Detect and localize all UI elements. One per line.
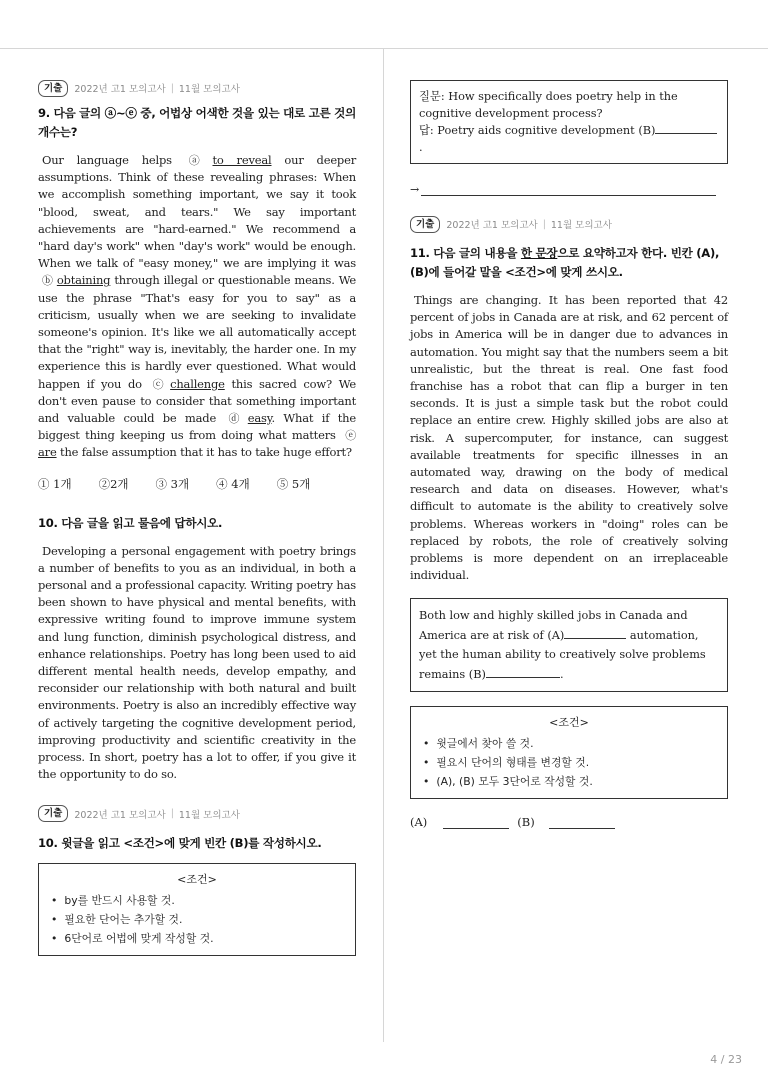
- qa-answer-text: 답: Poetry aids cognitive development (B): [419, 124, 656, 137]
- page-number: 4 / 23: [710, 1053, 742, 1066]
- answer-underline: [421, 189, 716, 196]
- q9-year: 2022년 고1 모의고사: [74, 84, 166, 95]
- marker-a: ⓐ: [188, 154, 200, 167]
- q11-title-post: 으로 요약하고자 한다. 빈칸 (A), (B)에 들어갈 말을 <조건>에 맞게 쓰시오.: [410, 246, 720, 279]
- qa-answer-period: .: [419, 141, 423, 154]
- q10b-qa-box: [410, 80, 728, 164]
- choice-1[interactable]: ① 1개: [38, 476, 72, 491]
- underlined-d: easy: [247, 411, 272, 426]
- q10b-conditions-title: <조건>: [177, 872, 217, 886]
- q10b-source-line: [38, 804, 356, 824]
- marker-b: ⓑ: [42, 274, 53, 288]
- q11-badge: 기출: [410, 216, 440, 233]
- blank-a[interactable]: [564, 638, 626, 639]
- choice-4[interactable]: ④ 4개: [216, 476, 250, 491]
- q11-source-line: [410, 214, 728, 234]
- q11-conditions-title: <조건>: [549, 716, 589, 730]
- arrow-icon: →: [410, 183, 420, 196]
- q10b-month: 11월 모의고사: [178, 809, 240, 821]
- q11-title: [410, 244, 728, 282]
- left-column: [38, 78, 356, 956]
- q10b-condition: • by를 반드시 사용할 것.: [47, 891, 347, 910]
- column-divider: [383, 48, 384, 1042]
- answer-a-field[interactable]: [443, 818, 509, 829]
- choice-2[interactable]: ②2개: [98, 476, 129, 491]
- marker-e: ⓔ: [345, 429, 356, 443]
- q9-source-line: [38, 78, 356, 98]
- q9-separator: |: [170, 82, 174, 94]
- q10b-year: 2022년 고1 모의고사: [74, 809, 166, 821]
- marker-d: ⓓ: [228, 412, 240, 426]
- q10b-condition: • 6단어로 어법에 맞게 작성할 것.: [47, 929, 347, 948]
- q10b-answer-line[interactable]: [410, 182, 716, 196]
- q10a-passage: Developing a personal engagement with poetry brings a number of benefits to you as an individual, in both a personal and a professional capacity. Writing poetry has been shown to have physical and mental benefits, with expressive writing found to improve immune system and lung function, diminish psychological distress, and enhance relationships. Poetry has long been used to aid different mental health needs, develop empathy, and reconsider our relationship with both natural and built environments. Poetry is also an incredibly effective way of actively targeting the cognitive development period, improving productivity and scientific creativity in the process. In short, poetry has a lot to offer, if you give it the opportunity to do so.: [38, 543, 356, 782]
- underlined-a: to reveal: [212, 153, 272, 167]
- q9-text-4: this sacred cow? We don't even pause to consider that something important and valuable could be made: [38, 376, 356, 426]
- q10b-condition: • 필요한 단어는 추가할 것.: [47, 910, 347, 929]
- q11-title-underlined: 한 문장: [520, 246, 558, 260]
- q10b-qa-answer: [419, 122, 719, 156]
- choice-3[interactable]: ③ 3개: [155, 476, 190, 491]
- q9-text-1: Our language helps: [42, 153, 185, 167]
- summary-text-1: Both low and highly skilled jobs in Canada and America are at risk of (A): [419, 609, 688, 642]
- q11-month: 11월 모의고사: [550, 220, 612, 231]
- summary-text-3: .: [559, 667, 564, 681]
- q9-choices: [38, 476, 356, 492]
- q11-condition: • 윗글에서 찾아 쓸 것.: [419, 734, 719, 753]
- underlined-c: challenge: [170, 376, 225, 391]
- header-divider: [0, 48, 768, 49]
- q10b-separator: |: [170, 808, 174, 819]
- q10b-badge: 기출: [38, 805, 68, 822]
- q10b-title: 10. 윗글을 읽고 <조건>에 맞게 빈칸 (B)를 작성하시오.: [38, 835, 322, 850]
- marker-c: ⓒ: [152, 377, 164, 391]
- blank-b[interactable]: [486, 677, 560, 678]
- q11-year: 2022년 고1 모의고사: [446, 220, 538, 231]
- summary-text-2: automation, yet the human ability to creatively solve problems remains (B): [419, 628, 706, 681]
- q9-text-6: the false assumption that it has to take huge effort?: [56, 445, 352, 460]
- q9-passage: [38, 152, 356, 462]
- q11-condition: • (A), (B) 모두 3단어로 작성할 것.: [419, 772, 719, 791]
- q10b-qa-question: 질문: How specifically does poetry help in the cognitive development process?: [419, 90, 678, 120]
- answer-b-field[interactable]: [549, 818, 615, 829]
- blank-b[interactable]: [655, 133, 717, 134]
- q9-month: 11월 모의고사: [178, 84, 240, 95]
- q11-title-pre: 11. 다음 글의 내용을: [410, 246, 521, 260]
- q11-passage: Things are changing. It has been reported that 42 percent of jobs in Canada are at risk, and 62 percent of jobs in America will be in danger due to advances in automation. You might say that the numbers seem a bit unrealistic, but the threat is real. One fast food franchise has a robot that can flip a burger in ten seconds. It is just a simple task but the robot could replace an entire crew. Highly skilled jobs are also at risk. A supercomputer, for instance, can suggest available treatments for specific illnesses in an automated way, drawing on the body of medical research and data on diseases. However, what's difficult to automate is the ability to creatively solve problems. Whereas workers in "doing" roles can be replaced by robots, the role of creatively solving problems is more dependent on an irreplaceable individual.: [410, 293, 728, 583]
- q9-badge: 기출: [38, 80, 68, 97]
- q11-summary-box: [410, 598, 728, 692]
- q10a-title: 10. 다음 글을 읽고 물음에 답하시오.: [38, 515, 223, 530]
- answer-a-label: (A): [410, 815, 428, 830]
- q11-answer-row: [410, 815, 728, 829]
- q11-condition: • 필요시 단어의 형태를 변경할 것.: [419, 753, 719, 772]
- answer-b-label: (B): [517, 815, 535, 830]
- q11-conditions-box: [410, 706, 728, 799]
- underlined-e: are: [38, 445, 57, 460]
- underlined-b: obtaining: [56, 273, 111, 288]
- q9-text-3: through illegal or questionable means. We use the phrase "That's easy for you to say" as a criticism, usually when we are seeking to invalidate someone's opinion. It's like we all automatically accept that the "right" way is, inevitably, the harder one. In my experience this is hardly ever questioned. What would happen if you do: [38, 273, 356, 391]
- q9-text-5: . What if the biggest thing keeping us from doing what matters: [38, 411, 356, 443]
- q10b-conditions-box: [38, 863, 356, 956]
- right-column: [410, 80, 728, 829]
- q9-title: 9. 다음 글의 ⓐ~ⓔ 중, 어법상 어색한 것을 있는 대로 고른 것의 개수는?: [38, 106, 356, 139]
- choice-5[interactable]: ⑤ 5개: [276, 476, 311, 491]
- q11-separator: |: [542, 218, 546, 230]
- q9-text-2: our deeper assumptions. Think of these revealing phrases: When we accomplish something important, we say it took "blood, sweat, and tears." We say important achievements are "hard-earned." We recommend a "hard day's work" when "day's work" would be enough. When we talk of "easy money," we are implying it was: [38, 153, 356, 271]
